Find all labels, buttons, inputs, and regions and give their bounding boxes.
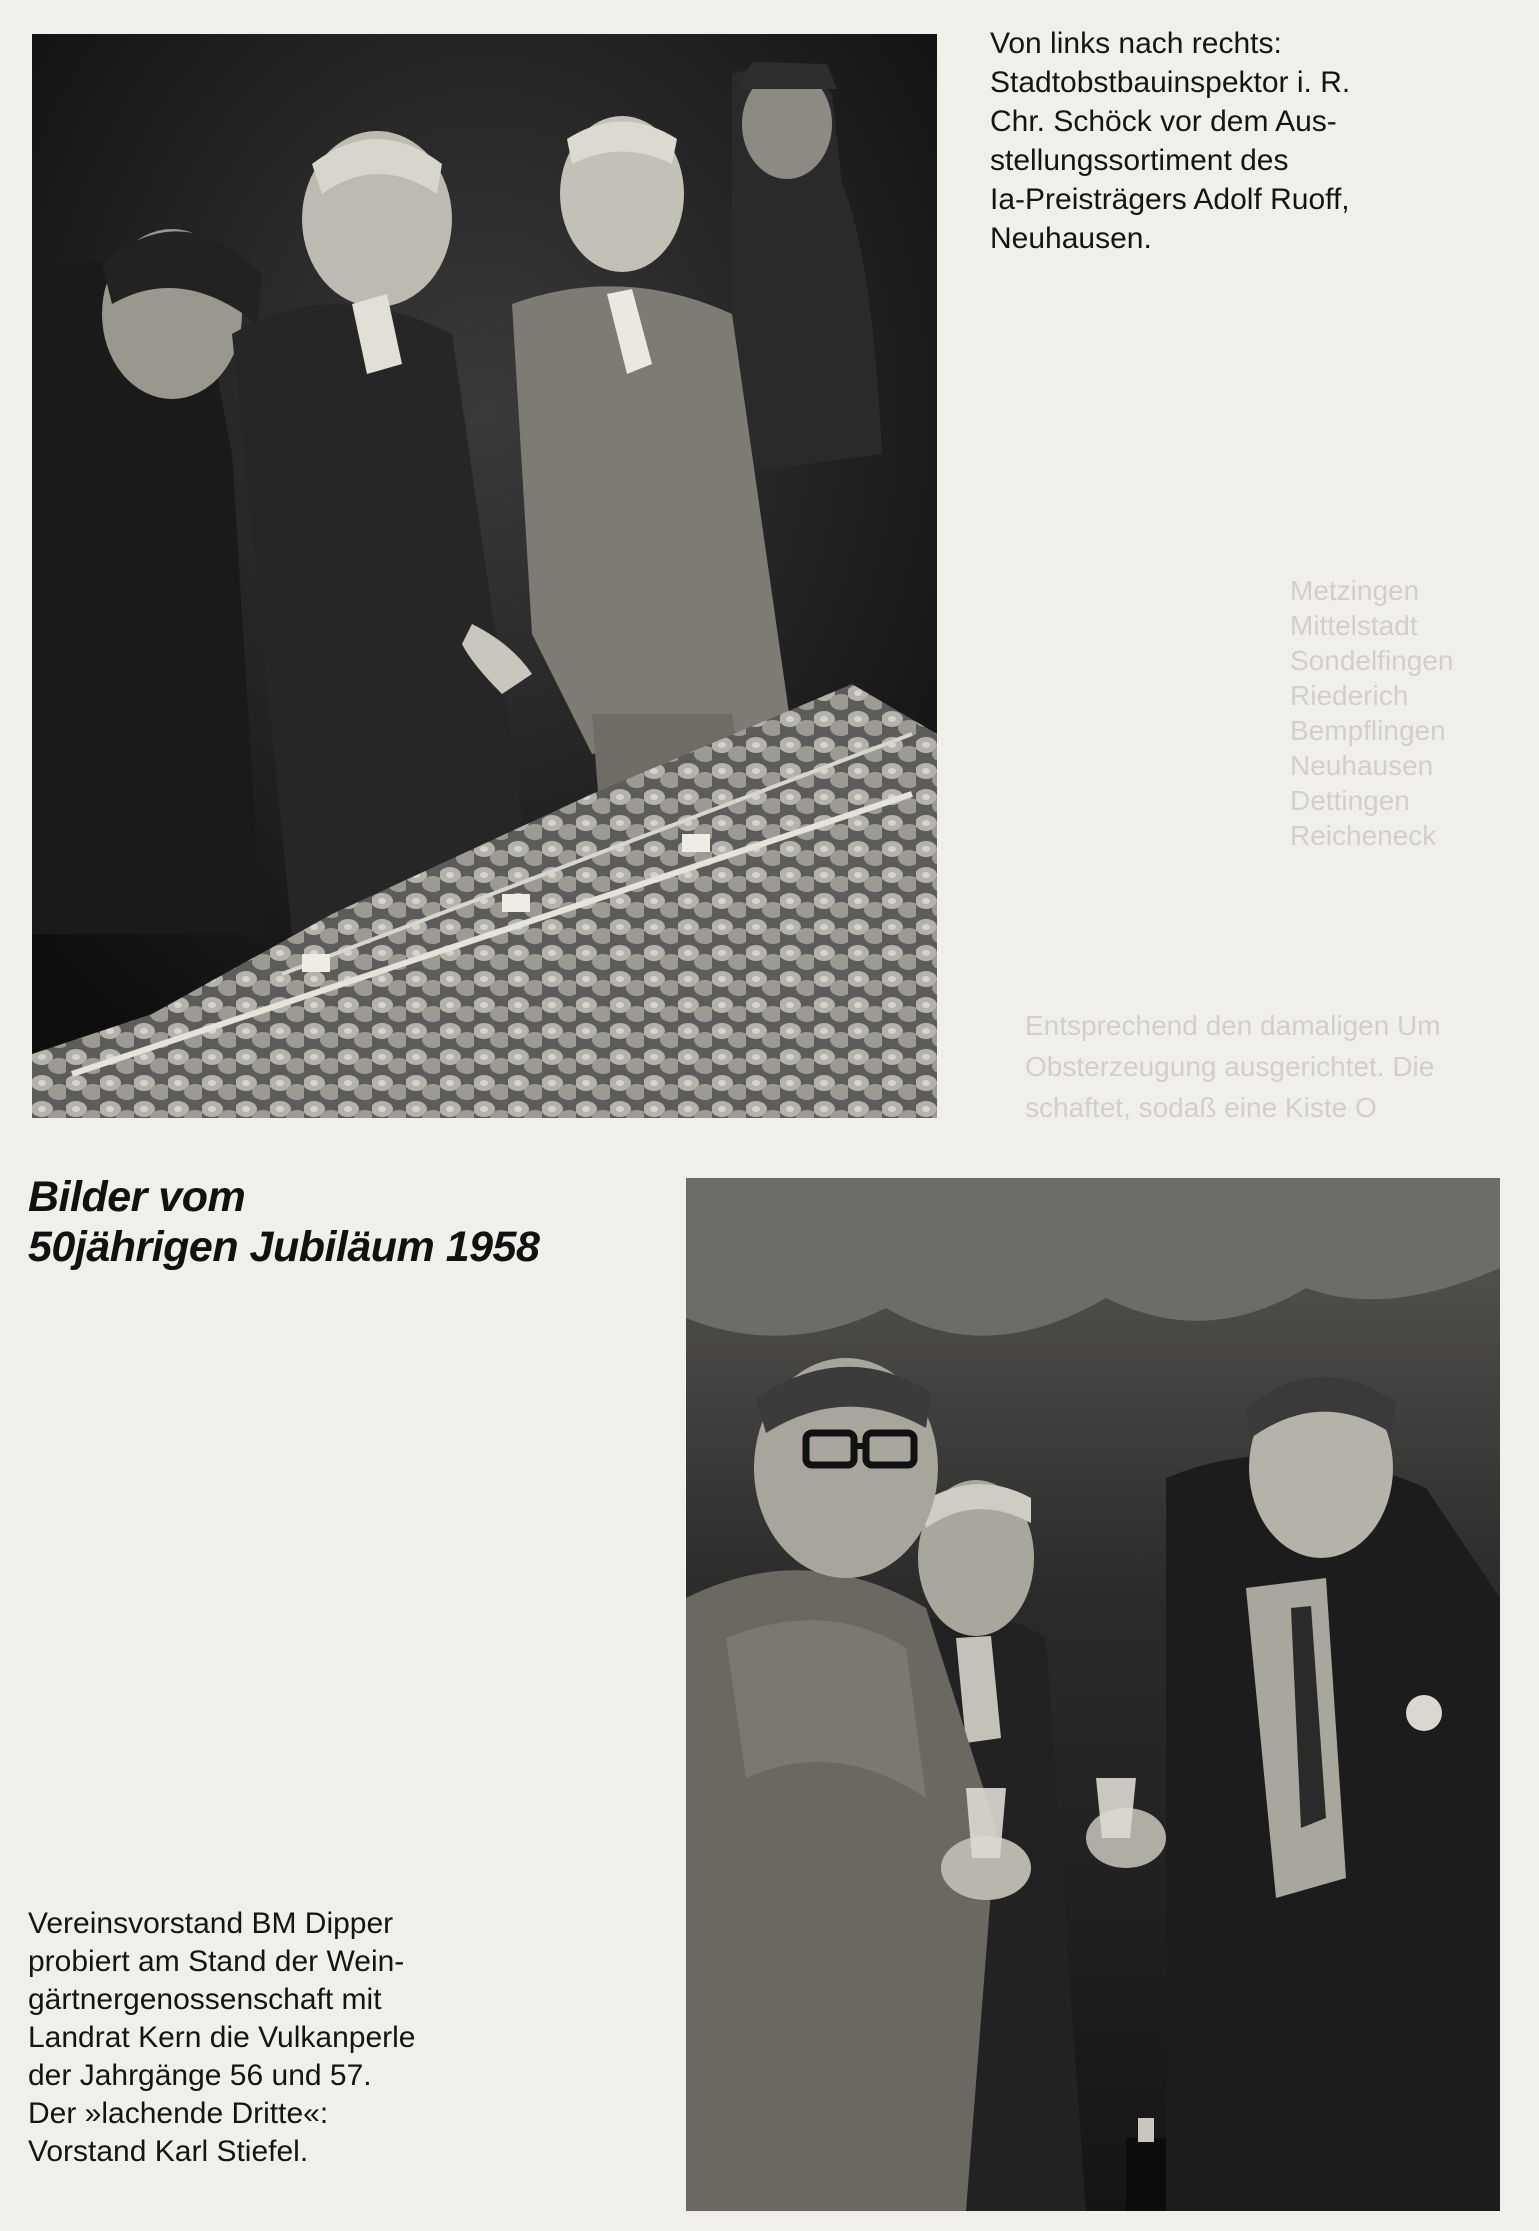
photo-wine-tasting-image	[686, 1178, 1500, 2211]
photo-fruit-exhibition-image	[32, 34, 937, 1118]
caption-top-line: Stadtobstbauinspektor i. R.	[990, 66, 1351, 99]
photo-fruit-exhibition	[32, 34, 937, 1118]
caption-top-line: stellungssortiment des	[990, 144, 1289, 177]
bleed-through-line: Reicheneck	[1290, 820, 1437, 851]
section-heading-line: Bilder vom	[28, 1173, 246, 1221]
bleed-through-line: schaftet, sodaß eine Kiste O	[1025, 1092, 1377, 1123]
caption-bottom	[28, 1905, 648, 2171]
bleed-through-line: Entsprechend den damaligen Um	[1025, 1010, 1441, 1041]
caption-bottom-line: probiert am Stand der Wein-	[28, 1945, 405, 1978]
caption-bottom-line: Vorstand Karl Stiefel.	[28, 2135, 309, 2168]
bleed-through-line: Bempflingen	[1290, 715, 1446, 746]
bleed-through-line: Metzingen	[1290, 575, 1420, 606]
caption-top-line: Neuhausen.	[990, 222, 1152, 255]
bleed-through-line: Riederich	[1290, 680, 1409, 711]
caption-bottom-line: Der »lachende Dritte«:	[28, 2097, 329, 2130]
bleed-through-line: Neuhausen	[1290, 750, 1434, 781]
section-heading-line: 50jährigen Jubiläum 1958	[28, 1223, 540, 1271]
caption-bottom-line: gärtnergenossenschaft mit	[28, 1983, 382, 2016]
caption-top-line: Ia-Preisträgers Adolf Ruoff,	[990, 183, 1350, 216]
caption-bottom-line: Vereinsvorstand BM Dipper	[28, 1907, 394, 1940]
bleed-through-line: Sondelfingen	[1290, 645, 1454, 676]
bleed-through-line: Dettingen	[1290, 785, 1410, 816]
bleed-through-text	[1290, 570, 1453, 856]
caption-top-line: Chr. Schöck vor dem Aus-	[990, 105, 1337, 138]
bleed-through-paragraph	[1025, 1005, 1441, 1128]
caption-bottom-line: der Jahrgänge 56 und 57.	[28, 2059, 372, 2092]
caption-bottom-line: Landrat Kern die Vulkanperle	[28, 2021, 416, 2054]
section-heading	[28, 1172, 539, 1272]
caption-top-line: Von links nach rechts:	[990, 27, 1282, 60]
bleed-through-line: Obsterzeugung ausgerichtet. Die	[1025, 1051, 1435, 1082]
photo-wine-tasting	[686, 1178, 1500, 2211]
caption-top	[990, 24, 1510, 258]
bleed-through-line: Mittelstadt	[1290, 610, 1418, 641]
